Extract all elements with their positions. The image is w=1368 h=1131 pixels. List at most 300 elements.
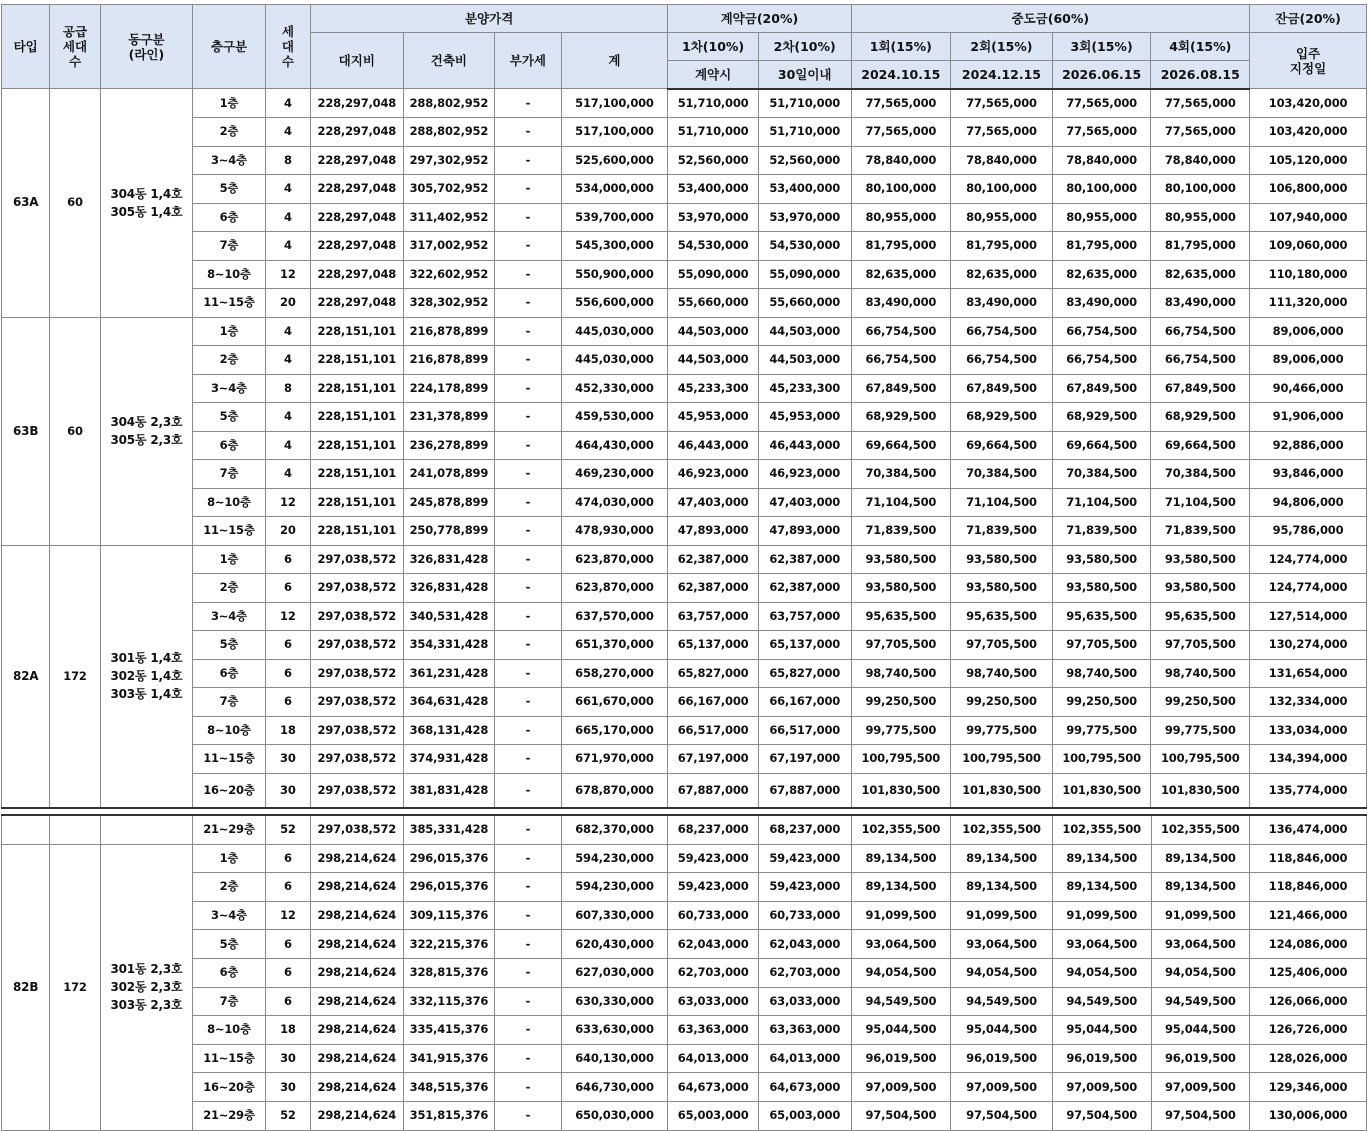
supply-cell: 60	[50, 317, 100, 545]
m4-cell: 91,099,500	[1151, 901, 1250, 930]
m2-cell: 83,490,000	[951, 289, 1053, 318]
m3-cell: 94,549,500	[1052, 987, 1151, 1016]
floor-cell: 16~20층	[193, 1073, 265, 1102]
c2-cell: 45,953,000	[758, 403, 851, 432]
m1-cell: 95,635,500	[851, 602, 951, 631]
m1-cell: 77,565,000	[851, 89, 951, 118]
land-cell: 228,151,101	[311, 317, 404, 346]
m3-cell: 95,635,500	[1052, 602, 1151, 631]
m4-cell: 94,549,500	[1151, 987, 1250, 1016]
units-cell: 6	[265, 659, 310, 688]
m3-cell: 80,955,000	[1052, 203, 1151, 232]
units-cell: 30	[265, 773, 310, 808]
land-cell: 228,151,101	[311, 403, 404, 432]
c1-cell: 65,827,000	[668, 659, 759, 688]
balance-cell: 94,806,000	[1250, 488, 1367, 517]
vat-cell: -	[495, 987, 561, 1016]
dong-cell: 304동 1,4호 305동 1,4호	[100, 89, 193, 318]
building-cell: 236,278,899	[403, 431, 495, 460]
table-row	[2, 659, 1367, 688]
m2-cell: 95,044,500	[951, 1016, 1053, 1045]
dong-cell	[100, 815, 193, 844]
m4-cell: 96,019,500	[1151, 1044, 1250, 1073]
vat-cell: -	[495, 118, 561, 147]
c2-cell: 46,443,000	[758, 431, 851, 460]
c2-cell: 47,893,000	[758, 517, 851, 546]
m2-cell: 94,054,500	[951, 958, 1053, 987]
m3-cell: 80,100,000	[1052, 175, 1151, 204]
m2-cell: 93,580,500	[951, 545, 1053, 574]
floor-cell: 5층	[193, 930, 265, 959]
building-cell: 341,915,376	[403, 1044, 495, 1073]
m3-cell: 97,705,500	[1052, 631, 1151, 660]
floor-cell: 1층	[193, 89, 265, 118]
header-building: 건축비	[403, 33, 495, 89]
vat-cell: -	[495, 203, 561, 232]
land-cell: 228,151,101	[311, 431, 404, 460]
building-cell: 245,878,899	[403, 488, 495, 517]
building-cell: 364,631,428	[403, 688, 495, 717]
balance-cell: 111,320,000	[1250, 289, 1367, 318]
balance-cell: 126,066,000	[1250, 987, 1367, 1016]
m4-cell: 67,849,500	[1151, 374, 1250, 403]
c2-cell: 68,237,000	[758, 815, 851, 844]
building-cell: 361,231,428	[403, 659, 495, 688]
land-cell: 298,214,624	[311, 930, 404, 959]
building-cell: 241,078,899	[403, 460, 495, 489]
m2-cell: 101,830,500	[951, 773, 1053, 808]
units-cell: 6	[265, 688, 310, 717]
c2-cell: 66,517,000	[758, 716, 851, 745]
c2-cell: 53,970,000	[758, 203, 851, 232]
units-cell: 52	[265, 1101, 310, 1130]
vat-cell: -	[495, 844, 561, 873]
c1-cell: 47,403,000	[668, 488, 759, 517]
balance-cell: 109,060,000	[1250, 232, 1367, 261]
vat-cell: -	[495, 460, 561, 489]
header-middle-group: 중도금(60%)	[851, 5, 1250, 33]
header-supply: 공급 세대 수	[50, 5, 100, 89]
building-cell: 354,331,428	[403, 631, 495, 660]
total-cell: 658,270,000	[561, 659, 668, 688]
m2-cell: 70,384,500	[951, 460, 1053, 489]
land-cell: 228,297,048	[311, 146, 404, 175]
land-cell: 298,214,624	[311, 958, 404, 987]
header-price-group: 분양가격	[311, 5, 668, 33]
c2-cell: 59,423,000	[758, 844, 851, 873]
c1-cell: 55,660,000	[668, 289, 759, 318]
balance-cell: 89,006,000	[1250, 317, 1367, 346]
balance-cell: 89,006,000	[1250, 346, 1367, 375]
m3-cell: 71,104,500	[1052, 488, 1151, 517]
total-cell: 445,030,000	[561, 317, 668, 346]
table-row	[2, 289, 1367, 318]
balance-cell: 118,846,000	[1250, 844, 1367, 873]
balance-cell: 126,726,000	[1250, 1016, 1367, 1045]
balance-cell: 124,774,000	[1250, 545, 1367, 574]
m1-cell: 70,384,500	[851, 460, 951, 489]
m3-cell: 99,775,500	[1052, 716, 1151, 745]
floor-cell: 6층	[193, 958, 265, 987]
m4-cell: 66,754,500	[1151, 346, 1250, 375]
m3-cell: 97,009,500	[1052, 1073, 1151, 1102]
m2-cell: 93,064,500	[951, 930, 1053, 959]
c1-cell: 45,953,000	[668, 403, 759, 432]
table-row	[2, 517, 1367, 546]
total-cell: 474,030,000	[561, 488, 668, 517]
vat-cell: -	[495, 659, 561, 688]
m1-cell: 80,955,000	[851, 203, 951, 232]
land-cell: 228,297,048	[311, 260, 404, 289]
type-cell: 82B	[2, 844, 50, 1130]
m2-cell: 102,355,500	[951, 815, 1053, 844]
m3-cell: 81,795,000	[1052, 232, 1151, 261]
c2-cell: 55,660,000	[758, 289, 851, 318]
land-cell: 228,151,101	[311, 460, 404, 489]
c2-cell: 63,033,000	[758, 987, 851, 1016]
floor-cell: 5층	[193, 631, 265, 660]
m4-cell: 99,775,500	[1151, 716, 1250, 745]
building-cell: 311,402,952	[403, 203, 495, 232]
table-row	[2, 574, 1367, 603]
m4-cell: 93,580,500	[1151, 545, 1250, 574]
floor-cell: 7층	[193, 460, 265, 489]
floor-cell: 2층	[193, 118, 265, 147]
c2-cell: 64,013,000	[758, 1044, 851, 1073]
vat-cell: -	[495, 716, 561, 745]
m1-cell: 69,664,500	[851, 431, 951, 460]
m1-cell: 97,705,500	[851, 631, 951, 660]
m3-cell: 95,044,500	[1052, 1016, 1151, 1045]
building-cell: 305,702,952	[403, 175, 495, 204]
units-cell: 4	[265, 460, 310, 489]
c2-cell: 45,233,300	[758, 374, 851, 403]
c1-cell: 44,503,000	[668, 317, 759, 346]
land-cell: 228,151,101	[311, 346, 404, 375]
header-m2: 2회(15%)	[951, 33, 1053, 61]
m3-cell: 83,490,000	[1052, 289, 1151, 318]
table-row	[2, 317, 1367, 346]
c1-cell: 66,167,000	[668, 688, 759, 717]
m3-cell: 94,054,500	[1052, 958, 1151, 987]
floor-cell: 8~10층	[193, 260, 265, 289]
land-cell: 298,214,624	[311, 873, 404, 902]
table-row	[2, 688, 1367, 717]
balance-cell: 135,774,000	[1250, 773, 1367, 808]
table-row	[2, 460, 1367, 489]
land-cell: 298,214,624	[311, 901, 404, 930]
m1-cell: 82,635,000	[851, 260, 951, 289]
total-cell: 469,230,000	[561, 460, 668, 489]
table-row	[2, 901, 1367, 930]
floor-cell: 6층	[193, 431, 265, 460]
building-cell: 368,131,428	[403, 716, 495, 745]
m4-cell: 82,635,000	[1151, 260, 1250, 289]
table-row	[2, 1073, 1367, 1102]
total-cell: 517,100,000	[561, 89, 668, 118]
table-row	[2, 631, 1367, 660]
floor-cell: 7층	[193, 688, 265, 717]
balance-cell: 124,774,000	[1250, 574, 1367, 603]
m4-cell: 80,955,000	[1151, 203, 1250, 232]
units-cell: 6	[265, 958, 310, 987]
c2-cell: 67,197,000	[758, 745, 851, 774]
floor-cell: 21~29층	[193, 815, 265, 844]
land-cell: 297,038,572	[311, 631, 404, 660]
c1-cell: 53,970,000	[668, 203, 759, 232]
m2-cell: 91,099,500	[951, 901, 1053, 930]
vat-cell: -	[495, 146, 561, 175]
c1-cell: 45,233,300	[668, 374, 759, 403]
m3-cell: 70,384,500	[1052, 460, 1151, 489]
m3-cell: 89,134,500	[1052, 844, 1151, 873]
units-cell: 6	[265, 987, 310, 1016]
vat-cell: -	[495, 1044, 561, 1073]
c1-cell: 62,043,000	[668, 930, 759, 959]
total-cell: 682,370,000	[561, 815, 668, 844]
m2-cell: 97,504,500	[951, 1101, 1053, 1130]
m3-cell: 91,099,500	[1052, 901, 1151, 930]
building-cell: 340,531,428	[403, 602, 495, 631]
total-cell: 607,330,000	[561, 901, 668, 930]
total-cell: 623,870,000	[561, 545, 668, 574]
m2-cell: 69,664,500	[951, 431, 1053, 460]
m2-cell: 96,019,500	[951, 1044, 1053, 1073]
m4-cell: 100,795,500	[1151, 745, 1250, 774]
m2-cell: 66,754,500	[951, 346, 1053, 375]
building-cell: 381,831,428	[403, 773, 495, 808]
c1-cell: 68,237,000	[668, 815, 759, 844]
table-row	[2, 930, 1367, 959]
m2-cell: 97,705,500	[951, 631, 1053, 660]
m4-cell: 77,565,000	[1151, 118, 1250, 147]
c1-cell: 63,757,000	[668, 602, 759, 631]
m4-cell: 81,795,000	[1151, 232, 1250, 261]
floor-cell: 6층	[193, 203, 265, 232]
m4-cell: 98,740,500	[1151, 659, 1250, 688]
m1-cell: 81,795,000	[851, 232, 951, 261]
total-cell: 678,870,000	[561, 773, 668, 808]
m3-cell: 67,849,500	[1052, 374, 1151, 403]
c2-cell: 55,090,000	[758, 260, 851, 289]
m1-cell: 89,134,500	[851, 873, 951, 902]
table-row	[2, 815, 1367, 844]
building-cell: 374,931,428	[403, 745, 495, 774]
supply-cell: 60	[50, 89, 100, 318]
table-row	[2, 1101, 1367, 1130]
floor-cell: 8~10층	[193, 1016, 265, 1045]
land-cell: 298,214,624	[311, 1101, 404, 1130]
land-cell: 297,038,572	[311, 745, 404, 774]
m1-cell: 99,775,500	[851, 716, 951, 745]
units-cell: 18	[265, 716, 310, 745]
type-cell	[2, 815, 50, 844]
c1-cell: 65,003,000	[668, 1101, 759, 1130]
c1-cell: 51,710,000	[668, 118, 759, 147]
vat-cell: -	[495, 1073, 561, 1102]
total-cell: 539,700,000	[561, 203, 668, 232]
land-cell: 228,297,048	[311, 289, 404, 318]
units-cell: 6	[265, 574, 310, 603]
floor-cell: 2층	[193, 574, 265, 603]
building-cell: 296,015,376	[403, 844, 495, 873]
table-row	[2, 602, 1367, 631]
header-balance-when: 입주 지정일	[1250, 33, 1367, 89]
land-cell: 298,214,624	[311, 987, 404, 1016]
units-cell: 6	[265, 631, 310, 660]
header-contract-group: 계약금(20%)	[668, 5, 851, 33]
m4-cell: 94,054,500	[1151, 958, 1250, 987]
m4-cell: 68,929,500	[1151, 403, 1250, 432]
m1-cell: 93,064,500	[851, 930, 951, 959]
c1-cell: 44,503,000	[668, 346, 759, 375]
m4-cell: 78,840,000	[1151, 146, 1250, 175]
c2-cell: 62,387,000	[758, 574, 851, 603]
m4-cell: 77,565,000	[1151, 89, 1250, 118]
total-cell: 517,100,000	[561, 118, 668, 147]
c1-cell: 63,363,000	[668, 1016, 759, 1045]
c2-cell: 60,733,000	[758, 901, 851, 930]
total-cell: 627,030,000	[561, 958, 668, 987]
total-cell: 452,330,000	[561, 374, 668, 403]
balance-cell: 124,086,000	[1250, 930, 1367, 959]
building-cell: 385,331,428	[403, 815, 495, 844]
building-cell: 328,815,376	[403, 958, 495, 987]
vat-cell: -	[495, 1016, 561, 1045]
building-cell: 351,815,376	[403, 1101, 495, 1130]
m4-cell: 83,490,000	[1151, 289, 1250, 318]
m3-cell: 96,019,500	[1052, 1044, 1151, 1073]
floor-cell: 11~15층	[193, 289, 265, 318]
supply-cell: 172	[50, 545, 100, 808]
header-dong: 동구분 (라인)	[100, 5, 193, 89]
vat-cell: -	[495, 431, 561, 460]
total-cell: 661,670,000	[561, 688, 668, 717]
table-row	[2, 488, 1367, 517]
building-cell: 328,302,952	[403, 289, 495, 318]
balance-cell: 131,654,000	[1250, 659, 1367, 688]
m3-cell: 69,664,500	[1052, 431, 1151, 460]
c2-cell: 62,043,000	[758, 930, 851, 959]
m1-cell: 67,849,500	[851, 374, 951, 403]
vat-cell: -	[495, 488, 561, 517]
total-cell: 630,330,000	[561, 987, 668, 1016]
m1-cell: 93,580,500	[851, 574, 951, 603]
c2-cell: 44,503,000	[758, 346, 851, 375]
balance-cell: 103,420,000	[1250, 89, 1367, 118]
c1-cell: 65,137,000	[668, 631, 759, 660]
m2-cell: 80,100,000	[951, 175, 1053, 204]
vat-cell: -	[495, 89, 561, 118]
building-cell: 335,415,376	[403, 1016, 495, 1045]
land-cell: 228,151,101	[311, 517, 404, 546]
c1-cell: 46,923,000	[668, 460, 759, 489]
land-cell: 297,038,572	[311, 545, 404, 574]
floor-cell: 16~20층	[193, 773, 265, 808]
building-cell: 250,778,899	[403, 517, 495, 546]
balance-cell: 136,474,000	[1250, 815, 1367, 844]
units-cell: 20	[265, 289, 310, 318]
c1-cell: 55,090,000	[668, 260, 759, 289]
balance-cell: 91,906,000	[1250, 403, 1367, 432]
m4-cell: 93,580,500	[1151, 574, 1250, 603]
m4-cell: 70,384,500	[1151, 460, 1250, 489]
building-cell: 332,115,376	[403, 987, 495, 1016]
building-cell: 322,602,952	[403, 260, 495, 289]
table-row	[2, 403, 1367, 432]
m3-cell: 93,580,500	[1052, 545, 1151, 574]
m4-cell: 97,504,500	[1151, 1101, 1250, 1130]
floor-cell: 3~4층	[193, 146, 265, 175]
total-cell: 556,600,000	[561, 289, 668, 318]
table-row	[2, 89, 1367, 118]
vat-cell: -	[495, 631, 561, 660]
m2-cell: 81,795,000	[951, 232, 1053, 261]
table-row	[2, 873, 1367, 902]
header-m1-date: 2024.10.15	[851, 61, 951, 89]
building-cell: 296,015,376	[403, 873, 495, 902]
vat-cell: -	[495, 517, 561, 546]
land-cell: 298,214,624	[311, 1044, 404, 1073]
supply-cell: 172	[50, 844, 100, 1130]
table-body-top	[2, 89, 1367, 808]
m2-cell: 78,840,000	[951, 146, 1053, 175]
header-m3-date: 2026.06.15	[1052, 61, 1151, 89]
m4-cell: 71,839,500	[1151, 517, 1250, 546]
land-cell: 228,297,048	[311, 203, 404, 232]
balance-cell: 132,334,000	[1250, 688, 1367, 717]
building-cell: 326,831,428	[403, 574, 495, 603]
m1-cell: 66,754,500	[851, 346, 951, 375]
land-cell: 297,038,572	[311, 659, 404, 688]
floor-cell: 1층	[193, 844, 265, 873]
units-cell: 4	[265, 118, 310, 147]
c2-cell: 46,923,000	[758, 460, 851, 489]
header-m1: 1회(15%)	[851, 33, 951, 61]
m1-cell: 100,795,500	[851, 745, 951, 774]
table-body-bottom	[2, 815, 1367, 1130]
balance-cell: 130,006,000	[1250, 1101, 1367, 1130]
header-land: 대지비	[311, 33, 404, 89]
m1-cell: 99,250,500	[851, 688, 951, 717]
table-row	[2, 146, 1367, 175]
vat-cell: -	[495, 260, 561, 289]
floor-cell: 5층	[193, 403, 265, 432]
c2-cell: 52,560,000	[758, 146, 851, 175]
table-header	[2, 5, 1367, 89]
header-vat: 부가세	[495, 33, 561, 89]
building-cell: 317,002,952	[403, 232, 495, 261]
units-cell: 4	[265, 346, 310, 375]
c1-cell: 62,703,000	[668, 958, 759, 987]
total-cell: 594,230,000	[561, 873, 668, 902]
m4-cell: 71,104,500	[1151, 488, 1250, 517]
land-cell: 228,151,101	[311, 488, 404, 517]
c1-cell: 67,887,000	[668, 773, 759, 808]
m4-cell: 80,100,000	[1151, 175, 1250, 204]
m1-cell: 68,929,500	[851, 403, 951, 432]
c2-cell: 64,673,000	[758, 1073, 851, 1102]
building-cell: 326,831,428	[403, 545, 495, 574]
supply-cell	[50, 815, 100, 844]
header-c2: 2차(10%)	[758, 33, 851, 61]
vat-cell: -	[495, 545, 561, 574]
m1-cell: 94,054,500	[851, 958, 951, 987]
balance-cell: 103,420,000	[1250, 118, 1367, 147]
m3-cell: 82,635,000	[1052, 260, 1151, 289]
table-row	[2, 716, 1367, 745]
land-cell: 297,038,572	[311, 773, 404, 808]
